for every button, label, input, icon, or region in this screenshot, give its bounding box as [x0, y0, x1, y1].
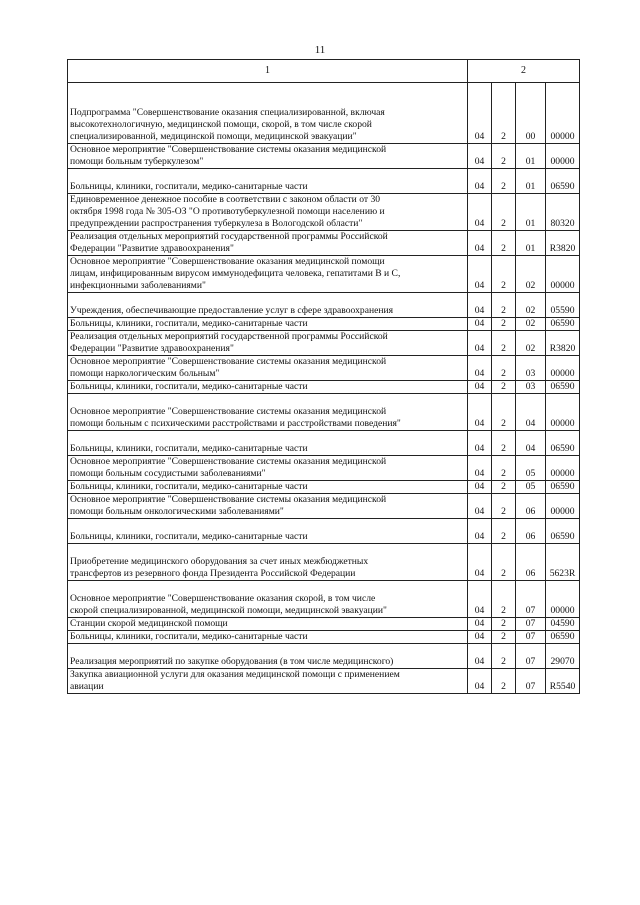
row-name	[68, 394, 468, 431]
code-section: 04	[468, 356, 492, 381]
row-name	[68, 381, 468, 394]
code-event: 07	[516, 581, 546, 618]
table-row	[68, 394, 580, 431]
code-program: 2	[492, 581, 516, 618]
table-row	[68, 631, 580, 644]
code-event: 06	[516, 519, 546, 544]
table-row	[68, 381, 580, 394]
table-row	[68, 194, 580, 231]
code-section: 04	[468, 431, 492, 456]
code-section: 04	[468, 194, 492, 231]
code-direction: 00000	[546, 83, 580, 144]
row-name	[68, 144, 468, 169]
code-event: 04	[516, 394, 546, 431]
row-name-line: помощи больным онкологическими заболеваниями"	[70, 506, 284, 517]
code-direction: 04590	[546, 618, 580, 631]
row-name	[68, 481, 468, 494]
code-program: 2	[492, 231, 516, 256]
code-direction: 80320	[546, 194, 580, 231]
row-name-line: высокотехнологичную, медицинской помощи, скорой, в том числе скорой	[70, 119, 372, 130]
row-name-line: Единовременное денежное пособие в соответствии с законом области от 30	[70, 194, 381, 205]
code-program: 2	[492, 631, 516, 644]
table-row	[68, 494, 580, 519]
code-direction: 06590	[546, 481, 580, 494]
row-name-line: Больницы, клиники, госпитали, медико-санитарные части	[70, 443, 308, 454]
code-section: 04	[468, 481, 492, 494]
code-event: 07	[516, 618, 546, 631]
row-name-line: Основное мероприятие "Совершенствование оказания скорой, в том числе	[70, 593, 376, 604]
row-name-line: Станции скорой медицинской помощи	[70, 618, 228, 629]
code-event: 03	[516, 356, 546, 381]
row-name-line: Больницы, клиники, госпитали, медико-санитарные части	[70, 531, 308, 542]
table-row	[68, 581, 580, 618]
code-event: 06	[516, 494, 546, 519]
row-name-line: Основное мероприятие "Совершенствование системы оказания медицинской	[70, 456, 387, 467]
row-name-line: Основное мероприятие "Совершенствование системы оказания медицинской	[70, 406, 387, 417]
code-direction: 00000	[546, 394, 580, 431]
table-row	[68, 618, 580, 631]
code-program: 2	[492, 618, 516, 631]
table-row	[68, 256, 580, 293]
row-name-line: Федерации "Развитие здравоохранения"	[70, 343, 234, 354]
code-direction: 00000	[546, 256, 580, 293]
table-row	[68, 83, 580, 144]
code-direction: 29070	[546, 644, 580, 669]
code-direction: 00000	[546, 456, 580, 481]
row-name-line: Подпрограмма "Совершенствование оказания специализированной, включая	[70, 107, 385, 118]
code-section: 04	[468, 544, 492, 581]
table-row	[68, 544, 580, 581]
code-event: 03	[516, 381, 546, 394]
row-name	[68, 431, 468, 456]
row-name	[68, 631, 468, 644]
code-event: 02	[516, 256, 546, 293]
table-row	[68, 431, 580, 456]
row-name-line: Больницы, клиники, госпитали, медико-санитарные части	[70, 381, 308, 392]
code-program: 2	[492, 644, 516, 669]
code-section: 04	[468, 318, 492, 331]
code-section: 04	[468, 256, 492, 293]
row-name	[68, 644, 468, 669]
table-row	[68, 644, 580, 669]
row-name-line: помощи больным с психическими расстройствами и расстройствами поведения"	[70, 418, 401, 429]
budget-classification-table	[67, 59, 580, 694]
row-name	[68, 83, 468, 144]
code-section: 04	[468, 618, 492, 631]
table-row	[68, 669, 580, 694]
code-section: 04	[468, 331, 492, 356]
code-section: 04	[468, 669, 492, 694]
code-program: 2	[492, 144, 516, 169]
code-program: 2	[492, 456, 516, 481]
row-name-line: Больницы, клиники, госпитали, медико-санитарные части	[70, 181, 308, 192]
row-name-line: трансфертов из резервного фонда Президента Российской Федерации	[70, 568, 356, 579]
row-name	[68, 318, 468, 331]
row-name	[68, 356, 468, 381]
code-direction: 06590	[546, 431, 580, 456]
code-program: 2	[492, 331, 516, 356]
code-event: 01	[516, 231, 546, 256]
code-event: 01	[516, 169, 546, 194]
code-direction: 00000	[546, 356, 580, 381]
row-name-line: Больницы, клиники, госпитали, медико-санитарные части	[70, 318, 308, 329]
code-section: 04	[468, 519, 492, 544]
row-name-line: помощи больным сосудистыми заболеваниями"	[70, 468, 266, 479]
code-direction: 00000	[546, 144, 580, 169]
code-direction: 00000	[546, 581, 580, 618]
code-program: 2	[492, 494, 516, 519]
code-program: 2	[492, 669, 516, 694]
table-row	[68, 456, 580, 481]
row-name-line: Приобретение медицинского оборудования за счет иных межбюджетных	[70, 556, 369, 567]
code-event: 01	[516, 194, 546, 231]
row-name-line: специализированной, медицинской помощи, медицинской эвакуации"	[70, 131, 357, 142]
row-name	[68, 256, 468, 293]
code-direction: 00000	[546, 494, 580, 519]
code-program: 2	[492, 356, 516, 381]
code-section: 04	[468, 644, 492, 669]
table-row	[68, 318, 580, 331]
row-name	[68, 293, 468, 318]
header-col-1: 1	[68, 60, 468, 83]
code-event: 07	[516, 631, 546, 644]
row-name	[68, 169, 468, 194]
row-name-line: октября 1998 года № 305-ОЗ "О противотуберкулезной помощи населению и	[70, 206, 385, 217]
row-name	[68, 669, 468, 694]
code-event: 05	[516, 456, 546, 481]
code-event: 02	[516, 318, 546, 331]
code-direction: 5623R	[546, 544, 580, 581]
row-name-line: помощи наркологическим больным"	[70, 368, 220, 379]
code-event: 00	[516, 83, 546, 144]
table-row	[68, 331, 580, 356]
row-name	[68, 231, 468, 256]
code-direction: 06590	[546, 381, 580, 394]
header-col-2: 2	[468, 60, 580, 83]
table-row	[68, 293, 580, 318]
code-direction: 06590	[546, 631, 580, 644]
row-name	[68, 331, 468, 356]
row-name-line: лицам, инфицированным вирусом иммунодефицита человека, гепатитами В и С,	[70, 268, 401, 279]
code-section: 04	[468, 144, 492, 169]
code-section: 04	[468, 293, 492, 318]
row-name-line: Реализация отдельных мероприятий государственной программы Российской	[70, 331, 388, 342]
code-direction: 06590	[546, 318, 580, 331]
row-name-line: предупреждении распространения туберкулеза в Вологодской области"	[70, 218, 363, 229]
code-direction: R5540	[546, 669, 580, 694]
code-section: 04	[468, 631, 492, 644]
code-program: 2	[492, 394, 516, 431]
code-program: 2	[492, 519, 516, 544]
code-program: 2	[492, 481, 516, 494]
row-name-line: Реализация отдельных мероприятий государственной программы Российской	[70, 231, 388, 242]
code-direction: R3820	[546, 331, 580, 356]
code-section: 04	[468, 394, 492, 431]
table-row	[68, 169, 580, 194]
code-program: 2	[492, 431, 516, 456]
code-direction: R3820	[546, 231, 580, 256]
row-name-line: Реализация мероприятий по закупке оборудования (в том числе медицинского)	[70, 656, 394, 667]
code-section: 04	[468, 456, 492, 481]
code-program: 2	[492, 544, 516, 581]
row-name-line: Закупка авиационной услуги для оказания медицинской помощи с применением	[70, 669, 400, 680]
code-program: 2	[492, 293, 516, 318]
code-event: 07	[516, 669, 546, 694]
row-name	[68, 544, 468, 581]
table-header-row	[68, 60, 580, 83]
row-name-line: Учреждения, обеспечивающие предоставление услуг в сфере здравоохранения	[70, 305, 394, 316]
row-name-line: скорой специализированной, медицинской помощи, медицинской эвакуации"	[70, 605, 387, 616]
table-row	[68, 144, 580, 169]
row-name	[68, 194, 468, 231]
row-name	[68, 456, 468, 481]
row-name-line: Основное мероприятие "Совершенствование системы оказания медицинской	[70, 356, 387, 367]
code-event: 02	[516, 293, 546, 318]
row-name-line: Федерации "Развитие здравоохранения"	[70, 243, 234, 254]
row-name	[68, 494, 468, 519]
code-direction: 05590	[546, 293, 580, 318]
row-name-line: авиации	[70, 681, 104, 692]
code-section: 04	[468, 381, 492, 394]
code-program: 2	[492, 318, 516, 331]
code-event: 06	[516, 544, 546, 581]
row-name	[68, 581, 468, 618]
code-event: 05	[516, 481, 546, 494]
code-section: 04	[468, 581, 492, 618]
row-name-line: Больницы, клиники, госпитали, медико-санитарные части	[70, 631, 308, 642]
code-section: 04	[468, 169, 492, 194]
table-row	[68, 481, 580, 494]
code-program: 2	[492, 169, 516, 194]
row-name-line: Основное мероприятие "Совершенствование системы оказания медицинской	[70, 494, 387, 505]
code-event: 07	[516, 644, 546, 669]
row-name	[68, 618, 468, 631]
table-row	[68, 356, 580, 381]
row-name-line: Больницы, клиники, госпитали, медико-санитарные части	[70, 481, 308, 492]
code-program: 2	[492, 381, 516, 394]
code-event: 02	[516, 331, 546, 356]
row-name-line: Основное мероприятие "Совершенствование оказания медицинской помощи	[70, 256, 385, 267]
row-name	[68, 519, 468, 544]
row-name-line: помощи больным туберкулезом"	[70, 156, 204, 167]
code-section: 04	[468, 83, 492, 144]
code-section: 04	[468, 231, 492, 256]
page-number: 11	[314, 44, 326, 56]
code-event: 01	[516, 144, 546, 169]
code-program: 2	[492, 83, 516, 144]
table-row	[68, 519, 580, 544]
code-event: 04	[516, 431, 546, 456]
row-name-line: инфекционными заболеваниями"	[70, 280, 206, 291]
code-section: 04	[468, 494, 492, 519]
code-direction: 06590	[546, 519, 580, 544]
row-name-line: Основное мероприятие "Совершенствование системы оказания медицинской	[70, 144, 387, 155]
table-row	[68, 231, 580, 256]
code-program: 2	[492, 194, 516, 231]
code-direction: 06590	[546, 169, 580, 194]
code-program: 2	[492, 256, 516, 293]
